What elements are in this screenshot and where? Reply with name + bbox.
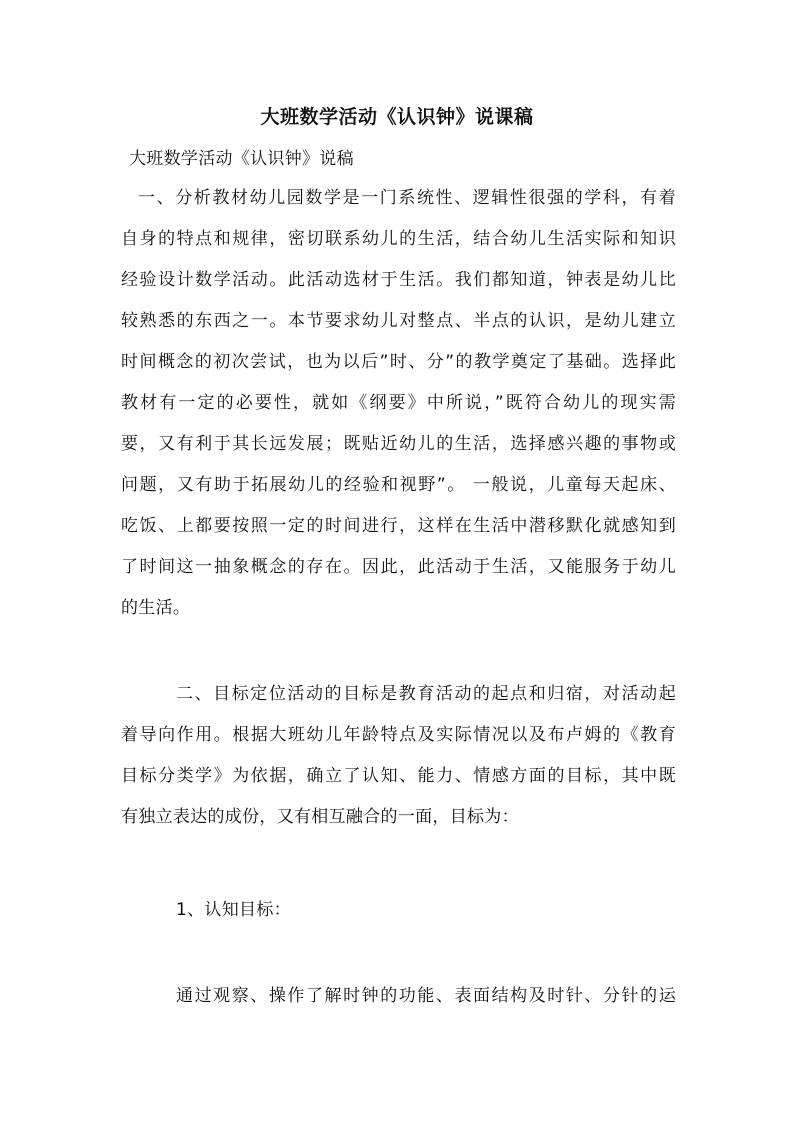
section1-line-5: 时间概念的初次尝试，也为以后”时、分”的教学奠定了基础。选择此	[121, 352, 676, 372]
section1-line-10: 了时间这一抽象概念的存在。因此，此活动于生活，又能服务于幼儿	[121, 557, 676, 577]
cognitive-goal-heading: 1、认知目标：	[176, 900, 291, 920]
section1-line-11: 的生活。	[121, 598, 191, 618]
section1-line-2: 自身的特点和规律，密切联系幼儿的生活，结合幼儿生活实际和知识	[121, 229, 676, 249]
document-subtitle: 大班数学活动《认识钟》说稿	[129, 149, 354, 169]
section1-line-4: 较熟悉的东西之一。本节要求幼儿对整点、半点的认识，是幼儿建立	[121, 311, 676, 331]
cognitive-goal-text: 通过观察、操作了解时钟的功能、表面结构及时针、分针的运	[176, 986, 676, 1006]
section1-line-3: 经验设计数学活动。此活动选材于生活。我们都知道，钟表是幼儿比	[121, 270, 676, 290]
section2-line-1: 二、目标定位活动的目标是教育活动的起点和归宿，对活动起	[176, 684, 676, 704]
section1-line-9: 吃饭、上都要按照一定的时间进行，这样在生活中潜移默化就感知到	[121, 516, 676, 536]
section1-line-1: 一、分析教材幼儿园数学是一门系统性、逻辑性很强的学科，有着	[138, 188, 676, 208]
section1-line-8: 问题，又有助于拓展幼儿的经验和视野”。 一般说，儿童每天起床、	[121, 475, 676, 495]
section2-line-3: 目标分类学》为依据，确立了认知、能力、情感方面的目标，其中既	[121, 766, 676, 786]
document-title: 大班数学活动《认识钟》说课稿	[260, 106, 534, 128]
section2-line-2: 着导向作用。根据大班幼儿年龄特点及实际情况以及布卢姆的《教育	[121, 725, 676, 745]
section2-line-4: 有独立表达的成份，又有相互融合的一面，目标为：	[121, 807, 519, 827]
section1-line-7: 要，又有利于其长远发展；既贴近幼儿的生活，选择感兴趣的事物或	[121, 434, 676, 454]
section1-line-6: 教材有一定的必要性，就如《纲要》中所说，”既符合幼儿的现实需	[121, 393, 676, 413]
